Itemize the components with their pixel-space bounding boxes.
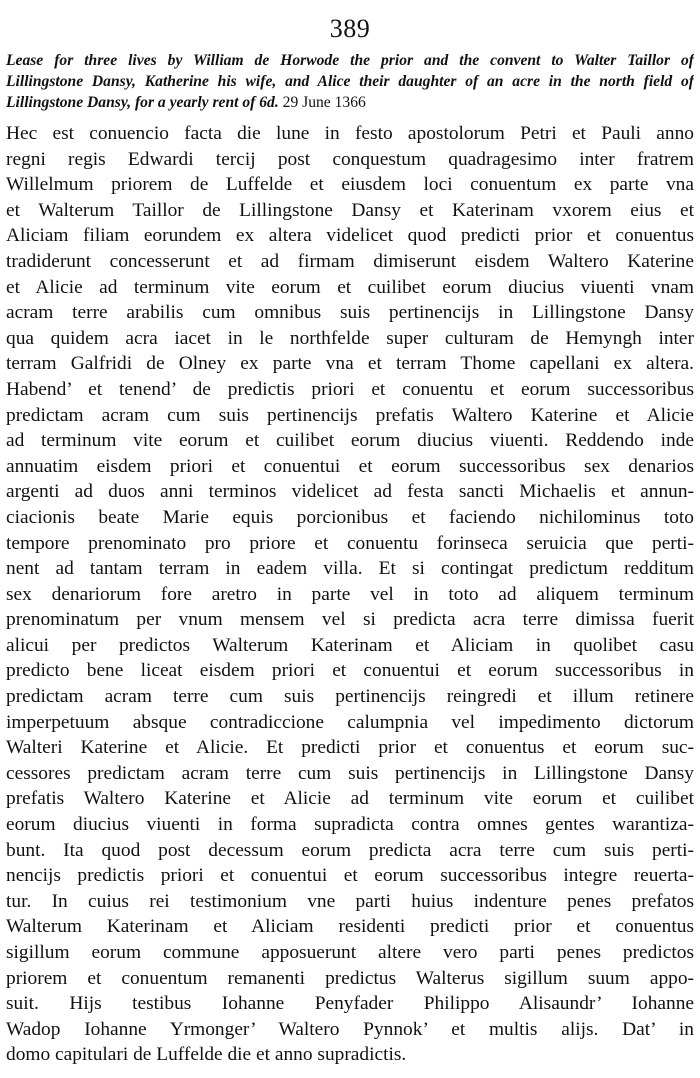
heading-line: Lillingstone Dansy, Katherine his wife, and Alice their daughter of an acre in the north field of [6, 73, 694, 90]
body-line: Willelmum priorem de Luffelde et eiusdem loci conuentum ex parte vna [6, 174, 694, 196]
body-line: qua quidem acra iacet in le northfelde super culturam de Hemyngh inter [6, 327, 694, 349]
body-line: prenominatum per vnum mensem vel si predicta acra terre dimissa fuerit [6, 609, 694, 631]
body-line: cessores predictam acram terre cum suis pertinencijs in Lillingstone Dansy [6, 762, 694, 784]
heading-date: 29 June 1366 [282, 94, 366, 111]
heading-line-last [6, 92, 694, 113]
body-line: Walterum Katerinam et Aliciam residenti predicti prior et conuentus [6, 916, 694, 938]
document-body [6, 121, 694, 1068]
body-line: priorem et conuentum remanenti predictus Walterus sigillum suum appo- [6, 967, 694, 989]
body-line: ciacionis beate Marie equis porcionibus et faciendo nichilominus toto [6, 506, 694, 528]
document-heading [6, 50, 694, 113]
body-line: terram Galfridi de Olney ex parte vna et terram Thome capellani ex altera. [6, 353, 694, 375]
document-page [6, 14, 694, 1068]
body-line: nencijs predictis priori et conuentui et eorum successoribus integre reuerta- [6, 865, 694, 887]
body-line: argenti ad duos anni terminos videlicet ad festa sancti Michaelis et annun- [6, 481, 694, 503]
body-line: predictam acram terre cum suis pertinencijs reingredi et illum retinere [6, 686, 694, 708]
body-line: bunt. Ita quod post decessum eorum predicta acra terre cum suis perti- [6, 839, 694, 861]
body-line: ad terminum vite eorum et cuilibet eorum diucius viuenti. Reddendo inde [6, 430, 694, 452]
body-line: annuatim eisdem priori et conuentui et eorum successoribus sex denarios [6, 455, 694, 477]
page-number: 389 [329, 14, 371, 43]
body-line: sex denariorum fore aretro in parte vel in toto ad aliquem terminum [6, 583, 694, 605]
body-line: Hec est conuencio facta die lune in festo apostolorum Petri et Pauli anno [6, 123, 694, 144]
heading-line: Lease for three lives by William de Horwode the prior and the convent to Walter Taillor of [6, 52, 694, 69]
body-line: tur. In cuius rei testimonium vne parti huius indenture penes prefatos [6, 890, 694, 912]
body-line: predictam acram cum suis pertinencijs prefatis Waltero Katerine et Alicie [6, 404, 694, 426]
body-line: Habend’ et tenend’ de predictis priori et conuentu et eorum successoribus [6, 378, 694, 400]
body-line: alicui per predictos Walterum Katerinam et Aliciam in quolibet casu [6, 634, 694, 656]
paragraph-2 [6, 198, 694, 1068]
body-line: predicto bene liceat eisdem priori et conuentui et eorum successoribus in [6, 660, 694, 682]
body-line: acram terre arabilis cum omnibus suis pertinencijs in Lillingstone Dansy [6, 302, 694, 324]
body-line: Aliciam filiam eorundem ex altera videlicet quod predicti prior et conuentus [6, 225, 694, 247]
body-line: Walteri Katerine et Alicie. Et predicti prior et conuentus et eorum suc- [6, 737, 694, 759]
body-line: prefatis Waltero Katerine et Alicie ad terminum vite eorum et cuilibet [6, 788, 694, 810]
body-line: regni regis Edwardi tercij post conquestum quadragesimo inter fratrem [6, 148, 694, 170]
body-line: suit. Hijs testibus Iohanne Penyfader Philippo Alisaundr’ Iohanne [6, 993, 694, 1015]
paragraph-1 [6, 121, 694, 198]
body-line: domo capitulari de Luffelde die et anno supradictis. [6, 1044, 407, 1066]
body-line: eorum diucius viuenti in forma supradicta contra omnes gentes warantiza- [6, 814, 694, 836]
body-line: tempore prenominato pro priore et conuentu forinseca seruicia que perti- [6, 532, 694, 554]
body-line: imperpetuum absque contradiccione calumpnia vel impedimento dictorum [6, 711, 694, 733]
body-line: et Alicie ad terminum vite eorum et cuilibet eorum diucius viuenti vnam [6, 276, 694, 298]
body-line: nent ad tantam terram in eadem villa. Et si contingat predictum redditum [6, 558, 694, 580]
heading-line-text: Lillingstone Dansy, for a yearly rent of 6d. [6, 94, 279, 111]
body-line: Wadop Iohanne Yrmonger’ Waltero Pynnok’ et multis alijs. Dat’ in [6, 1018, 694, 1040]
body-line: et Walterum Taillor de Lillingstone Dansy et Katerinam vxorem eius et [6, 199, 694, 221]
body-line: tradiderunt concesserunt et ad firmam dimiserunt eisdem Waltero Katerine [6, 250, 694, 272]
body-line: sigillum eorum commune apposuerunt altere vero parti penes predictos [6, 942, 694, 963]
